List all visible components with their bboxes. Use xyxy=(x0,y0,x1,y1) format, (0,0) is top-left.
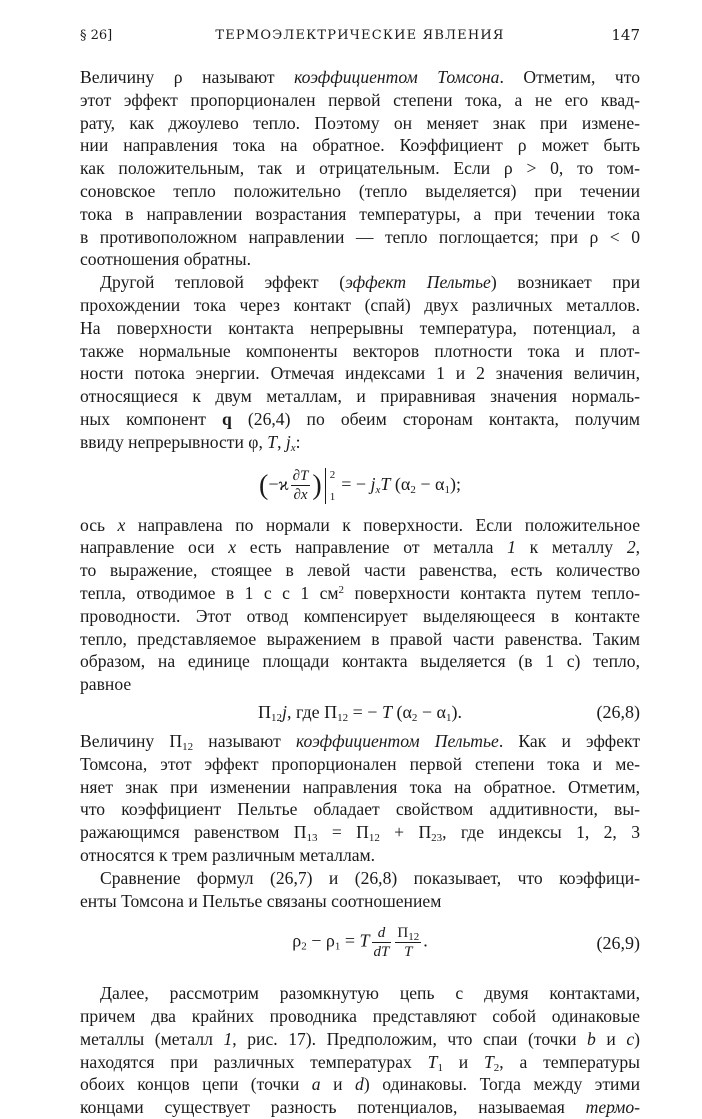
text-line: Далее, рассмотрим разомкнутую цепь с двумя контактами, xyxy=(100,983,640,1004)
equation-26-8: $\Pi_{12}j$, где $\Pi_{12}$ = − T $(\alpha_2 - \alpha_1)$. (26,8) xyxy=(257,701,640,724)
text-line: Другой тепловой эффект (эффект Пельтье) возникает при xyxy=(100,272,640,293)
fraction: $\frac{\partial T}{\partial x}$ xyxy=(292,468,309,504)
paragraph-open-circuit xyxy=(80,982,640,1119)
text-line: Томсона, этот эффект пропорционален первой степени тока и ме- xyxy=(80,753,640,774)
text-line: равное xyxy=(80,674,132,695)
text-line: Сравнение формул (26,7) и (26,8) показывает, что коэффици- xyxy=(100,867,640,888)
text-line: этот эффект пропорционален первой степени тока, а не его квад- xyxy=(80,89,640,110)
text-line: металлы (металл 1, рис. 17). Предположим, что спаи (точки b и c) xyxy=(80,1028,640,1049)
text-line: что коэффициент Пельтье обладает свойством аддитивности, вы- xyxy=(80,799,640,820)
text-line: няет знак при изменении направления тока на обратное. Отметим, xyxy=(80,776,640,797)
paragraph-comparison xyxy=(80,867,640,913)
fraction: $\frac{\Pi_{12}}{T}$ xyxy=(397,925,420,961)
text-line: рату, как джоулево тепло. Поэтому он меняет знак при измене- xyxy=(80,112,640,133)
text-line: также нормальные компоненты векторов плотности тока и плот- xyxy=(80,340,640,361)
text-line: находятся при различных температурах $T_1$ и $T_2$, а температуры xyxy=(80,1051,640,1074)
text-line: Величину $\Pi_{12}$ называют коэффициентом Пельтье. Как и эффект xyxy=(80,730,641,753)
text-line: нии направления тока на обратное. Коэффициент ρ может быть xyxy=(80,135,640,156)
text-line: обоих концов цепи (точки a и d) одинаковы. Тогда между этими xyxy=(80,1074,641,1095)
text-line: проводности. Этот отвод компенсирует выделяющееся в контакте xyxy=(80,605,640,626)
text-line: Величину ρ называют коэффициентом Томсона. Отметим, что xyxy=(80,67,640,87)
text-line: ности потока энергии. Отмечая индексами 1 и 2 значения величин, xyxy=(80,363,640,384)
text-line: ных компонент q (26,4) по обеим сторонам контакта, получим xyxy=(80,408,640,429)
paragraph-peltier xyxy=(80,271,640,453)
running-title: ТЕРМОЭЛЕКТРИЧЕСКИЕ ЯВЛЕНИЯ xyxy=(215,28,505,43)
text-line: относятся к трем различным металлам. xyxy=(80,844,376,865)
paragraph-heat-interpretation xyxy=(80,514,640,696)
equation-26-9: $\rho_2 - \rho_1 = T$ $\frac{d}{dT}$ $\frac{\Pi_{12}}{T}$ . (26,9) xyxy=(292,925,640,961)
text-line: относящиеся к двум металлам, и приравнивая значения нормаль- xyxy=(80,386,640,407)
text-line: тепла, отводимое в 1 с с 1 $см^2$ поверхности контакта путем тепло- xyxy=(80,582,640,603)
equation-number: (26,9) xyxy=(596,933,640,954)
text-line: ввиду непрерывности φ, T, $j_x$: xyxy=(80,431,301,454)
text-line: как положительным, так и отрицательным. Если ρ > 0, то том- xyxy=(80,158,640,179)
text-line: образом, на единице площади контакта выделяется (в 1 с) тепло, xyxy=(80,651,640,672)
text-line: тока в направлении возрастания температуры, а при течении тока xyxy=(80,203,640,224)
equation-number: (26,8) xyxy=(596,701,640,722)
text-line: направление оси x есть направление от металла 1 к металлу 2, xyxy=(80,537,641,558)
text-line: ось x направлена по нормали к поверхности. Если положительное xyxy=(80,514,641,535)
text-line: в противоположном направлении — тепло поглощается; при ρ < 0 xyxy=(80,226,640,247)
text-line: На поверхности контакта непрерывны температура, потенциал, а xyxy=(80,317,640,338)
text-line: концами существует разность потенциалов, называемая термо- xyxy=(80,1097,640,1118)
text-line: тепло, представляемое выражением в правой части равенства. Таким xyxy=(80,628,640,649)
text-line: прохождении тока через контакт (спай) двух различных металлов. xyxy=(80,294,640,315)
text-line: соотношения обратны. xyxy=(80,249,251,270)
section-label: § 26] xyxy=(80,28,113,43)
equation-boundary-condition: (−ϰ $\frac{\partial T}{\partial x}$ ) 2 1 = − $j_xT$ $(\alpha_2 - \alpha_1)$; xyxy=(259,468,461,504)
fraction: $\frac{d}{dT}$ xyxy=(373,925,390,961)
page-body xyxy=(80,66,640,1119)
text-line: то выражение, стоящее в левой части равенства, есть количество xyxy=(80,560,640,581)
text-line: соновское тепло положительно (тепло выделяется) при течении xyxy=(80,180,640,201)
text-line: ражающимся равенством $\Pi_{13} = \Pi_{12} + \Pi_{23}$, где индексы 1, 2, 3 xyxy=(80,822,640,845)
paragraph-peltier-coefficient xyxy=(80,730,640,867)
text-line: причем два крайних проводника представляют собой одинаковые xyxy=(80,1006,640,1027)
page-number: 147 xyxy=(611,26,640,44)
running-header xyxy=(80,26,640,48)
paragraph-thomson xyxy=(80,66,640,271)
text-line: енты Томсона и Пельтье связаны соотношением xyxy=(80,890,442,911)
